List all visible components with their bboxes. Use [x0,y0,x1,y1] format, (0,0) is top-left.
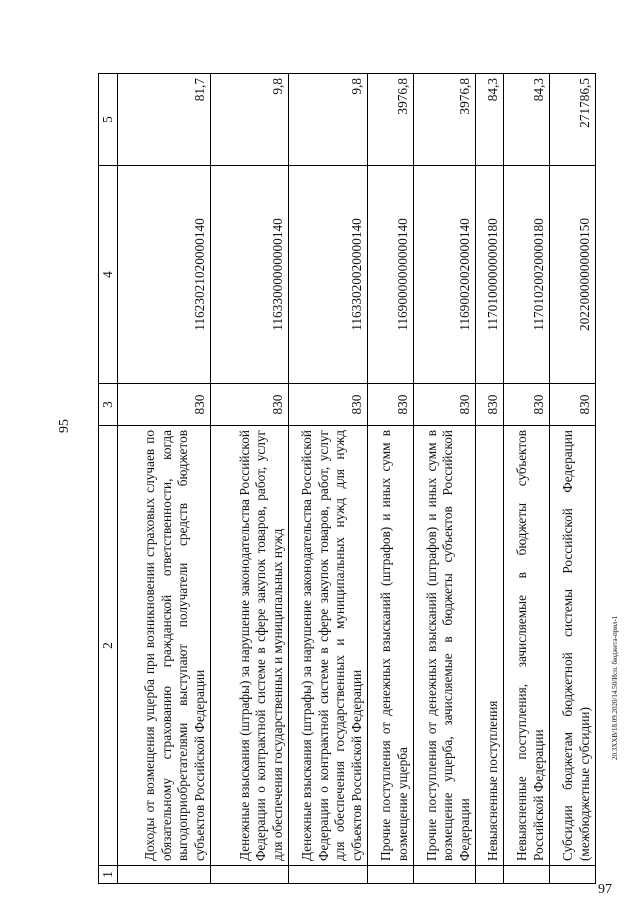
column-header: 2 [99,426,118,866]
rotated-table-wrapper [98,74,593,884]
budget-classification-code: 11623021020000140 [118,166,211,384]
row-number [118,866,211,884]
amount: 84,3 [504,74,550,166]
row-number [414,866,476,884]
row-description: Денежные взыскания (штрафы) за нарушение законодательства Российской Федерации о контрактной системе в сфере закупок товаров, работ, услуг для обеспечения государственных и муниципальных нужд для нужд субъектов Российской Федерации [289,426,368,866]
column-header: 3 [99,384,118,426]
row-number [476,866,504,884]
row-number [504,866,550,884]
corner-page-number: 97 [598,882,612,897]
table-row [476,74,504,884]
row-description: Субсидии бюджетам бюджетной системы Российской Федерации (межбюджетные субсидии) [550,426,596,866]
admin-code: 830 [368,384,414,426]
budget-classification-code: 11701000000000180 [476,166,504,384]
row-number [368,866,414,884]
table-row [118,74,211,884]
amount: 81,7 [118,74,211,166]
amount: 9,8 [211,74,289,166]
budget-classification-code: 11690020020000140 [414,166,476,384]
admin-code: 830 [289,384,368,426]
amount: 84,3 [476,74,504,166]
table-row [211,74,289,884]
amount: 271786,5 [550,74,596,166]
budget-classification-code: 11701020020000180 [504,166,550,384]
admin-code: 830 [118,384,211,426]
amount: 3976,8 [368,74,414,166]
column-header: 4 [99,166,118,384]
row-description: Денежные взыскания (штрафы) за нарушение законодательства Российской Федерации о контрактной системе в сфере закупок товаров, работ, услуг для обеспечения государственных и муниципальных нужд [211,426,289,866]
row-number [289,866,368,884]
budget-classification-code: 11690000000000140 [368,166,414,384]
row-description: Доходы от возмещения ущерба при возникновении страховых случаев по обязательному страхованию гражданской ответственности, когда выгодоприобретателями выступают получатели средств бюджетов субъектов Российской Федерации [118,426,211,866]
table-row [550,74,596,884]
amount: 3976,8 [414,74,476,166]
table-row [504,74,550,884]
table-header-row [99,74,118,884]
admin-code: 830 [211,384,289,426]
page-number: 95 [57,419,72,433]
revenue-table [98,73,596,884]
budget-classification-code: 11633000000000140 [211,166,289,384]
row-description: Прочие поступления от денежных взысканий (штрафов) и иных сумм в возмещение ущерба, зачисляемые в бюджеты субъектов Российской Федерации [414,426,476,866]
budget-classification-code: 11633020020000140 [289,166,368,384]
budget-classification-code: 20220000000000150 [550,166,596,384]
table-row [289,74,368,884]
row-number [211,866,289,884]
row-description: Прочие поступления от денежных взысканий (штрафов) и иных сумм в возмещение ущерба [368,426,414,866]
admin-code: 830 [504,384,550,426]
table-row [414,74,476,884]
admin-code: 830 [550,384,596,426]
admin-code: 830 [414,384,476,426]
column-header: 5 [99,74,118,166]
row-description: Невыясненные поступления, зачисляемые в бюджеты субъектов Российской Федерации [504,426,550,866]
admin-code: 830 [476,384,504,426]
amount: 9,8 [289,74,368,166]
row-number [550,866,596,884]
row-description: Невыясненные поступления [476,426,504,866]
table-row [368,74,414,884]
column-header: 1 [99,866,118,884]
